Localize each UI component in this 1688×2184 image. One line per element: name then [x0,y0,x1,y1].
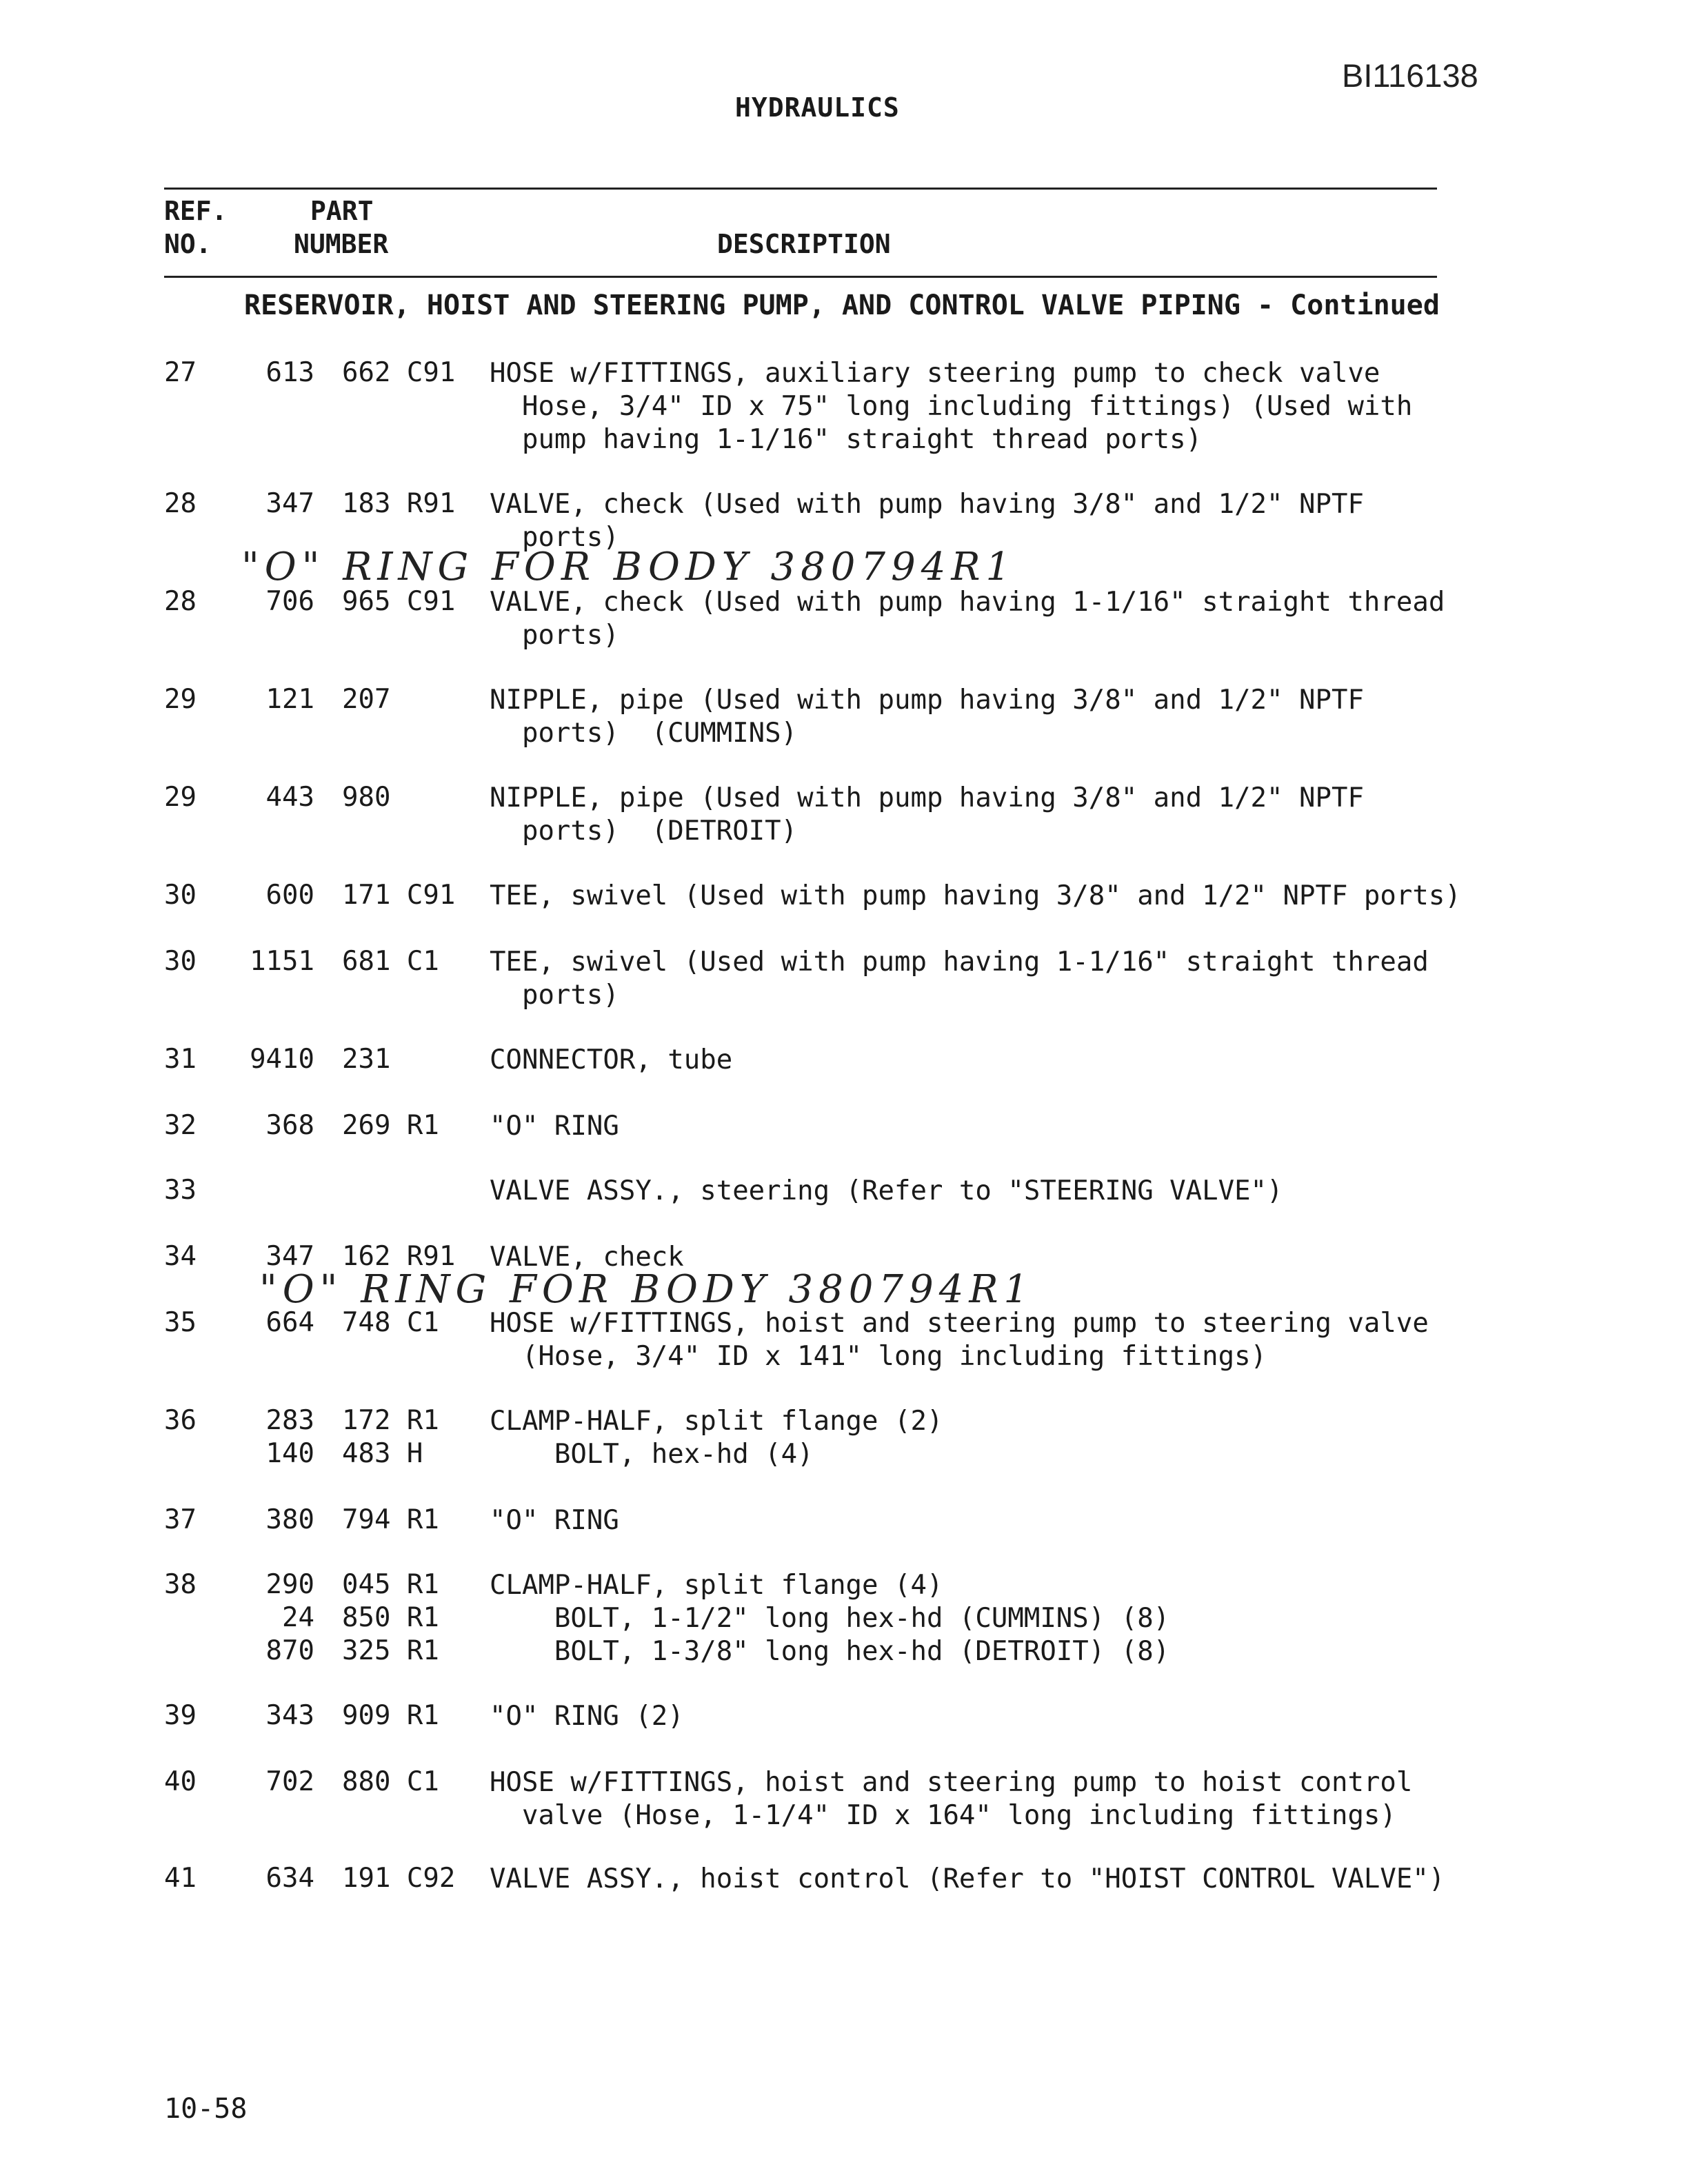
ref-number: 41 [164,1863,197,1894]
part-number-prefix: 702 [265,1766,314,1797]
header-part-line2: NUMBER [294,229,389,259]
ref-number: 30 [164,880,197,911]
description-line: VALVE ASSY., hoist control (Refer to "HOIST CONTROL VALVE") [490,1863,1445,1894]
ref-number: 35 [164,1307,197,1338]
description-line: HOSE w/FITTINGS, auxiliary steering pump to check valve [490,358,1380,389]
description-line: VALVE, check [490,1242,684,1273]
description-line: BOLT, hex-hd (4) [490,1439,814,1470]
description-line: ports) (CUMMINS) [490,718,798,749]
ref-number: 27 [164,357,197,388]
part-number-suffix: 965 C91 [342,586,456,617]
header-ref-line2: NO. [164,229,212,259]
part-number-prefix: 343 [265,1700,314,1731]
description-line: HOSE w/FITTINGS, hoist and steering pump to hoist control [490,1767,1413,1798]
part-number-suffix: 748 C1 [342,1307,439,1338]
part-number-prefix: 613 [265,357,314,388]
part-number-suffix: 325 R1 [342,1635,439,1666]
part-number-suffix: 207 [342,684,391,715]
description-line: CLAMP-HALF, split flange (4) [490,1570,943,1601]
ref-number: 30 [164,946,197,977]
ref-number: 28 [164,586,197,617]
ref-number: 34 [164,1241,197,1272]
part-number-suffix: 045 R1 [342,1569,439,1600]
ref-number: 37 [164,1504,197,1535]
description-line: "O" RING [490,1111,619,1142]
part-number-suffix: 231 [342,1044,391,1075]
part-number-suffix: 794 R1 [342,1504,439,1535]
part-number-suffix: 880 C1 [342,1766,439,1797]
description-line: ports) (DETROIT) [490,816,798,847]
section-title: RESERVOIR, HOIST AND STEERING PUMP, AND CONTROL VALVE PIPING - Continued [244,290,1440,321]
ref-number: 28 [164,488,197,519]
ref-number: 38 [164,1569,197,1600]
part-number-prefix: 870 [265,1635,314,1666]
ref-number: 31 [164,1044,197,1075]
ref-number: 36 [164,1405,197,1436]
description-line: "O" RING (2) [490,1701,684,1732]
description-line: BOLT, 1-1/2" long hex-hd (CUMMINS) (8) [490,1603,1170,1634]
part-number-suffix: 269 R1 [342,1110,439,1141]
description-line: VALVE, check (Used with pump having 3/8" and 1/2" NPTF [490,489,1364,520]
part-number-suffix: 980 [342,782,391,813]
description-line: valve (Hose, 1-1/4" ID x 164" long including fittings) [490,1800,1396,1831]
document-id: BI116138 [1342,57,1478,94]
description-line: pump having 1-1/16" straight thread ports) [490,424,1203,455]
part-number-suffix: 183 R91 [342,488,456,519]
part-number-suffix: 172 R1 [342,1405,439,1436]
description-line: VALVE, check (Used with pump having 1-1/16" straight thread [490,587,1445,618]
part-number-prefix: 600 [265,880,314,911]
part-number-suffix: 191 C92 [342,1863,456,1894]
description-line: NIPPLE, pipe (Used with pump having 3/8" and 1/2" NPTF [490,685,1364,716]
part-number-prefix: 24 [282,1602,314,1633]
part-number-prefix: 140 [265,1438,314,1469]
description-line: BOLT, 1-3/8" long hex-hd (DETROIT) (8) [490,1636,1170,1667]
description-line: CLAMP-HALF, split flange (2) [490,1406,943,1437]
description-line: TEE, swivel (Used with pump having 3/8" and 1/2" NPTF ports) [490,880,1461,911]
description-line: TEE, swivel (Used with pump having 1-1/16" straight thread [490,947,1429,978]
description-line: ports) [490,980,619,1011]
part-number-prefix: 283 [265,1405,314,1436]
description-line: VALVE ASSY., steering (Refer to "STEERING VALVE") [490,1175,1283,1206]
ref-number: 40 [164,1766,197,1797]
ref-number: 29 [164,684,197,715]
description-line: (Hose, 3/4" ID x 141" long including fittings) [490,1341,1267,1372]
part-number-prefix: 706 [265,586,314,617]
handwritten-note: "O" RING FOR BODY 380794R1 [241,545,1016,589]
part-number-suffix: 171 C91 [342,880,456,911]
part-number-prefix: 368 [265,1110,314,1141]
part-number-prefix: 1151 [250,946,314,977]
part-number-prefix: 664 [265,1307,314,1338]
description-line: ports) [490,522,619,553]
part-number-suffix: 850 R1 [342,1602,439,1633]
part-number-suffix: 681 C1 [342,946,439,977]
description-line: CONNECTOR, tube [490,1044,733,1075]
description-line: ports) [490,620,619,651]
part-number-prefix: 380 [265,1504,314,1535]
page-title: HYDRAULICS [735,92,900,123]
ref-number: 29 [164,782,197,813]
description-line: HOSE w/FITTINGS, hoist and steering pump to steering valve [490,1308,1429,1339]
part-number-prefix: 290 [265,1569,314,1600]
page-number: 10-58 [164,2093,248,2125]
header-top-rule [164,188,1437,190]
description-line: NIPPLE, pipe (Used with pump having 3/8" and 1/2" NPTF [490,782,1364,813]
header-ref-line1: REF. [164,196,228,226]
part-number-prefix: 347 [265,488,314,519]
part-number-prefix: 121 [265,684,314,715]
description-line: Hose, 3/4" ID x 75" long including fittings) (Used with [490,391,1413,422]
ref-number: 32 [164,1110,197,1141]
description-line: "O" RING [490,1505,619,1536]
header-part-line1: PART [310,196,374,226]
part-number-suffix: 162 R91 [342,1241,456,1272]
header-bottom-rule [164,276,1437,278]
header-description: DESCRIPTION [717,229,891,259]
part-number-suffix: 483 H [342,1438,423,1469]
ref-number: 33 [164,1175,197,1206]
part-number-prefix: 9410 [250,1044,314,1075]
part-number-prefix: 443 [265,782,314,813]
handwritten-note: "O" RING FOR BODY 380794R1 [259,1267,1034,1312]
part-number-suffix: 909 R1 [342,1700,439,1731]
part-number-prefix: 634 [265,1863,314,1894]
part-number-prefix: 347 [265,1241,314,1272]
part-number-suffix: 662 C91 [342,357,456,388]
ref-number: 39 [164,1700,197,1731]
